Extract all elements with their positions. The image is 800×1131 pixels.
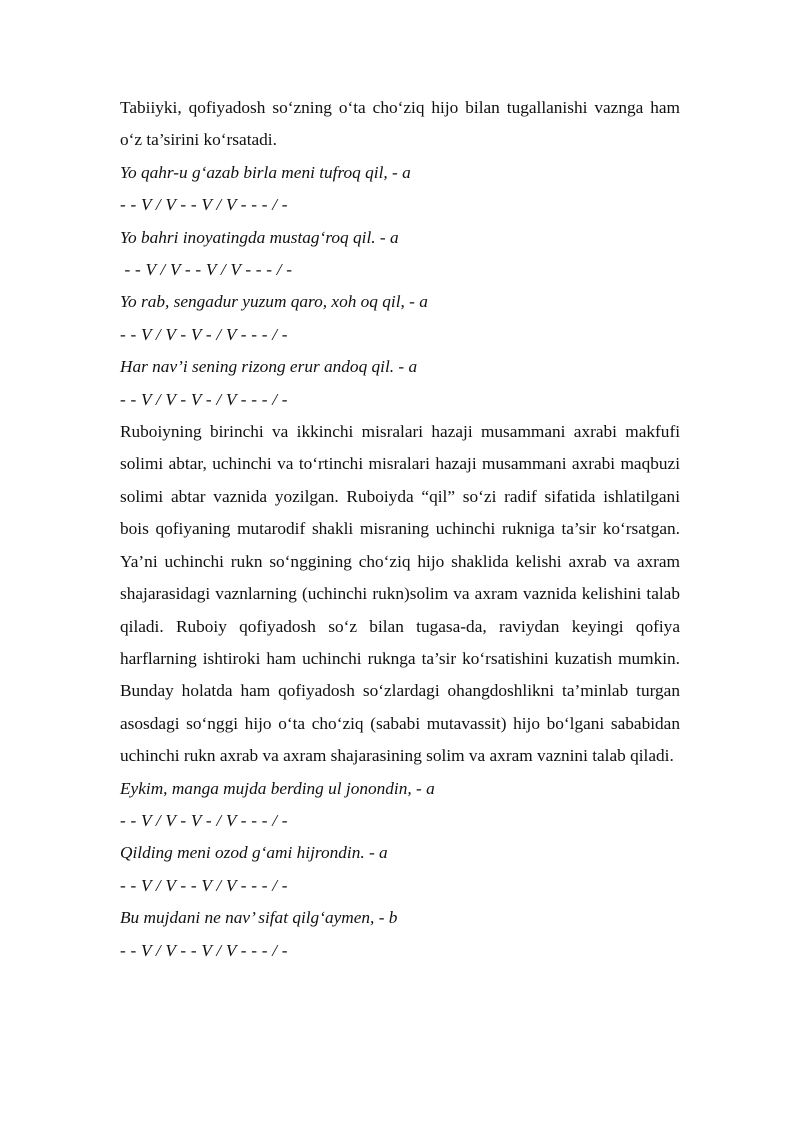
poem-2-verse-3: Bu mujdani ne nav’ sifat qilg‘aymen, - b <box>120 908 398 928</box>
poem-1-verse-1: Yo qahr-u g‘azab birla meni tufroq qil, - a <box>120 162 411 182</box>
poem-1-verse-4: Har nav’i sening rizong erur andoq qil. - a <box>120 357 418 377</box>
intro-paragraph: Tabiiyki, qofiyadosh so‘zning o‘ta cho‘ziq hijo bilan tugallanishi vaznga ham o‘z ta’sirini ko‘rsatadi. <box>120 98 680 150</box>
poem-2-meter-1: - - V / V - V - / V - - - / - <box>120 810 288 830</box>
poem-1 <box>120 157 680 416</box>
poem-2-verse-1: Eykim, manga mujda berding ul jonondin, - a <box>120 778 435 798</box>
poem-1-meter-4: - - V / V - V - / V - - - / - <box>120 389 288 409</box>
poem-1-meter-2: - - V / V - - V / V - - - / - <box>120 260 293 280</box>
analysis-paragraph: Ruboiyning birinchi va ikkinchi misralari hazaji musammani axrabi makfufi solimi abtar, uchinchi va to‘rtinchi misralari hazaji musammani axrabi maqbuzi solimi abtar vaznida yozilgan. Ruboiyda “qil” so‘zi radif sifatida ishlatilgani bois qofiyaning mutarodif shakli misraning uchinchi rukniga ta’sir ko‘rsatgan. Ya’ni uchinchi rukn so‘nggining cho‘ziq hijo shaklida kelishi axrab va axram shajarasidagi vaznlarning (uchinchi rukn)solim va axram vaznida kelishini talab qiladi. Ruboiy qofiyadosh so‘z bilan tugasa-da, raviydan keyingi qofiya harflarning ishtiroki ham uchinchi ruknga ta’sir ko‘rsatishini kuzatish mumkin. Bunday holatda ham qofiyadosh so‘zlardagi ohangdoshlikni ta’minlab turgan asosdagi so‘nggi hijo o‘ta cho‘ziq (sababi mutavassit) hijo bo‘lgani sababidan uchinchi rukn axrab va axram shajarasining solim va axram vaznini talab qiladi. <box>120 422 680 766</box>
poem-1-verse-2: Yo bahri inoyatingda mustag‘roq qil. - a <box>120 227 399 247</box>
poem-2-verse-2: Qilding meni ozod g‘ami hijrondin. - a <box>120 843 388 863</box>
poem-2-meter-3: - - V / V - - V / V - - - / - <box>120 940 288 960</box>
poem-2 <box>120 773 680 967</box>
poem-1-meter-1: - - V / V - - V / V - - - / - <box>120 195 288 215</box>
poem-1-verse-3: Yo rab, sengadur yuzum qaro, xoh oq qil, - a <box>120 292 428 312</box>
document-page <box>120 92 680 967</box>
poem-1-meter-3: - - V / V - V - / V - - - / - <box>120 324 288 344</box>
poem-2-meter-2: - - V / V - - V / V - - - / - <box>120 875 288 895</box>
